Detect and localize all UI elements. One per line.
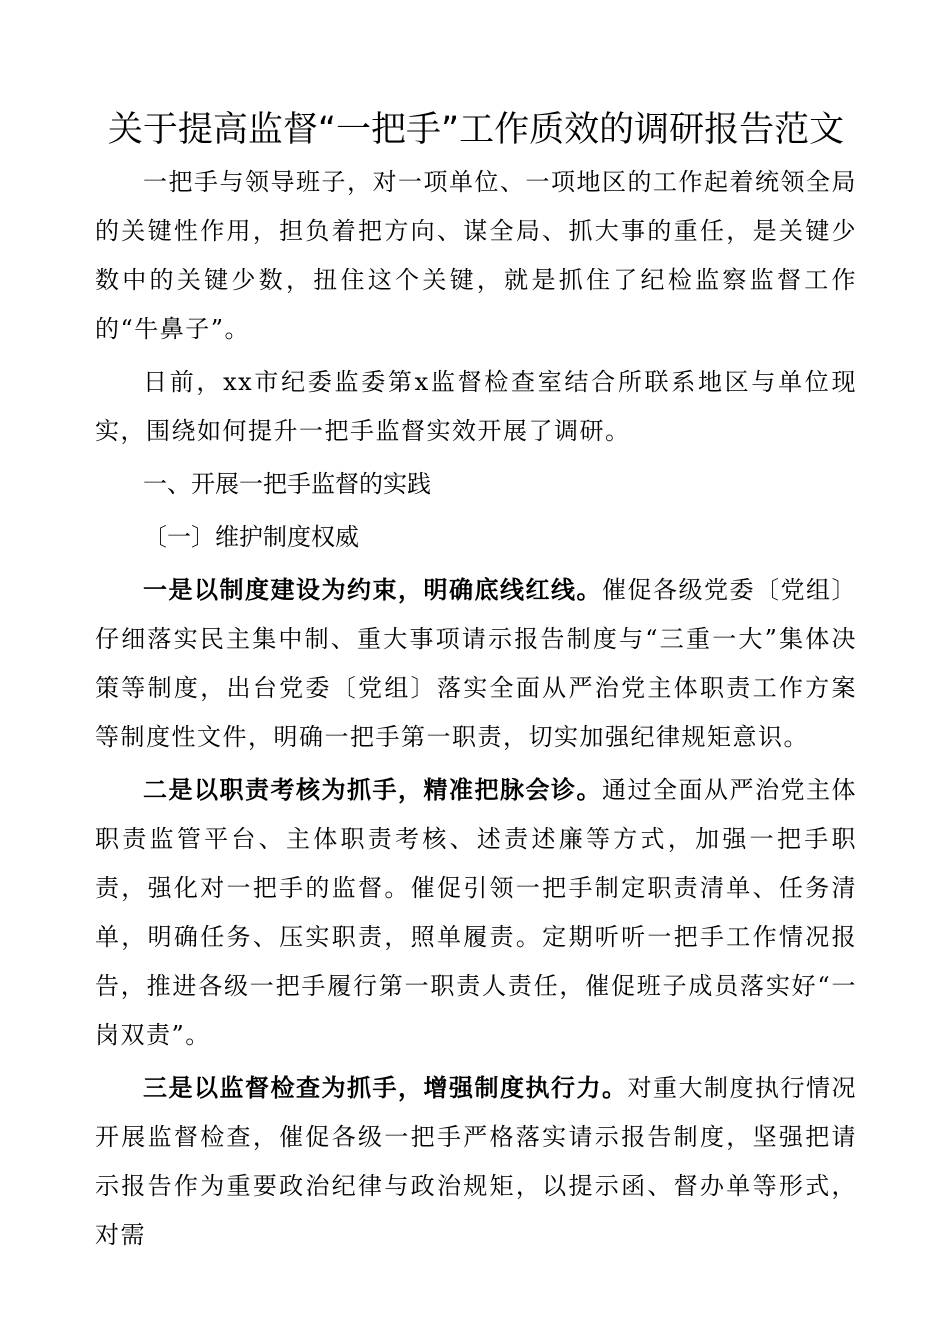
item-paragraph-2 bbox=[95, 766, 857, 1060]
item-lead-3: 三是以监督检查为抓手，增强制度执行力。 bbox=[143, 1074, 628, 1102]
section-heading: 一、开展一把手监督的实践 bbox=[143, 470, 431, 498]
item-lead-2: 二是以职责考核为抓手，精准把脉会诊。 bbox=[143, 776, 602, 804]
item-paragraph-3 bbox=[95, 1064, 857, 1260]
intro-paragraph: 一把手与领导班子，对一项单位、一项地区的工作起着统领全局的关键性作用，担负着把方向、谋全局、抓大事的重任，是关键少数中的关键少数，扭住这个关键，就是抓住了纪检监察监督工作的“牛鼻子”。 bbox=[95, 168, 857, 343]
item-lead-1: 一是以制度建设为约束，明确底线红线。 bbox=[143, 576, 602, 604]
document-title: 关于提高监督“一把手”工作质效的调研报告范文 bbox=[107, 110, 845, 150]
item-text-3: 对重大制度执行情况开展监督检查，催促各级一把手严格落实请示报告制度，坚强把请示报告作为重要政治纪律与政治规矩，以提示函、督办单等形式，对需 bbox=[95, 1074, 857, 1249]
background-paragraph: 日前，xx市纪委监委第x监督检查室结合所联系地区与单位现实，围绕如何提升一把手监督实效开展了调研。 bbox=[95, 368, 857, 445]
item-paragraph-1 bbox=[95, 566, 857, 762]
document-page bbox=[95, 108, 857, 1264]
item-text-2: 通过全面从严治党主体职责监管平台、主体职责考核、述责述廉等方式，加强一把手职责，强化对一把手的监督。催促引领一把手制定职责清单、任务清单，明确任务、压实职责，照单履责。定期听听一把手工作情况报告，推进各级一把手履行第一职责人责任，催促班子成员落实好“一岗双责”。 bbox=[95, 776, 857, 1049]
item-text-1: 催促各级党委〔党组〕仔细落实民主集中制、重大事项请示报告制度与“三重一大”集体决策等制度，出台党委〔党组〕落实全面从严治党主体职责工作方案等制度性文件，明确一把手第一职责，切实加强纪律规矩意识。 bbox=[95, 576, 857, 751]
subsection-heading: 〔一〕维护制度权威 bbox=[143, 523, 359, 551]
